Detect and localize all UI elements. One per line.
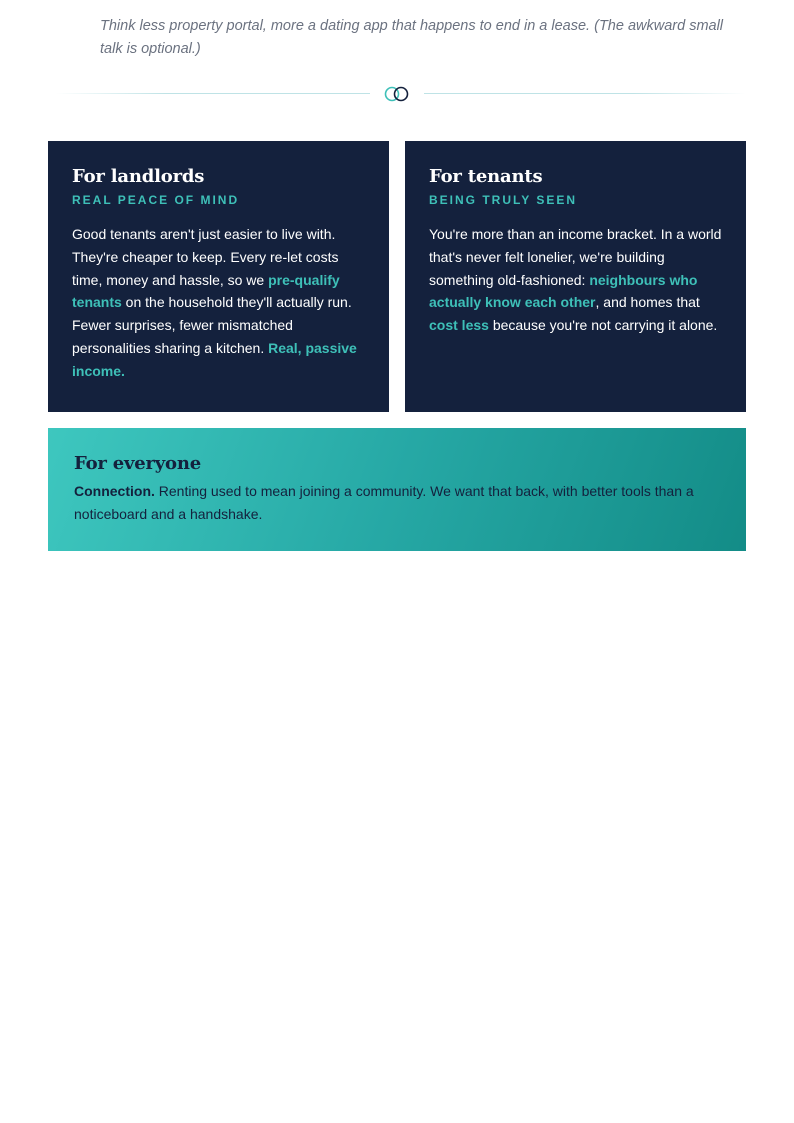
tenants-body: [429, 223, 722, 337]
divider-line-right: [424, 93, 746, 94]
landlords-body: [72, 223, 365, 383]
tenants-highlight-neighbours: neighbours who actually know each other: [429, 271, 698, 311]
everyone-lead: Connection.: [74, 483, 155, 499]
landlords-card: [48, 141, 389, 412]
tenants-highlight-cost-less: cost less: [429, 317, 489, 334]
everyone-body: [74, 480, 720, 526]
divider-line-left: [56, 93, 370, 94]
everyone-body-text: Renting used to mean joining a community. We want that back, with better tools than a noticeboard and a handshake.: [74, 483, 694, 522]
tenants-body-text-3: because you're not carrying it alone.: [488, 317, 718, 334]
landlords-highlight-income: Real, passive income.: [72, 339, 357, 379]
landlords-title: For landlords: [72, 166, 205, 187]
section-divider: [48, 84, 746, 104]
tenants-subtitle: BEING TRULY SEEN: [429, 193, 578, 207]
landlords-body-text-2: on the household they'll actually run. Fewer surprises, fewer mismatched personalities sharing a kitchen.: [72, 294, 352, 356]
everyone-banner: [48, 428, 746, 551]
tenants-body-text-2: , and homes that: [595, 294, 700, 311]
interlocking-rings-icon: [384, 85, 412, 103]
landlords-subtitle: REAL PEACE OF MIND: [72, 193, 240, 207]
tenants-title: For tenants: [429, 166, 543, 187]
tenants-card: [405, 141, 746, 412]
everyone-title: For everyone: [74, 453, 202, 474]
landlords-body-text-1: Good tenants aren't just easier to live with. They're cheaper to keep. Every re-let costs time, money and hassle, so we: [72, 226, 339, 288]
tenants-body-text-1: You're more than an income bracket. In a world that's never felt lonelier, we're building something old-fashioned:: [429, 226, 722, 288]
intro-quote: Think less property portal, more a dating app that happens to end in a lease. (The awkward small talk is optional.): [100, 17, 724, 57]
landlords-highlight-pre-qualify: pre-qualify tenants: [72, 271, 340, 311]
